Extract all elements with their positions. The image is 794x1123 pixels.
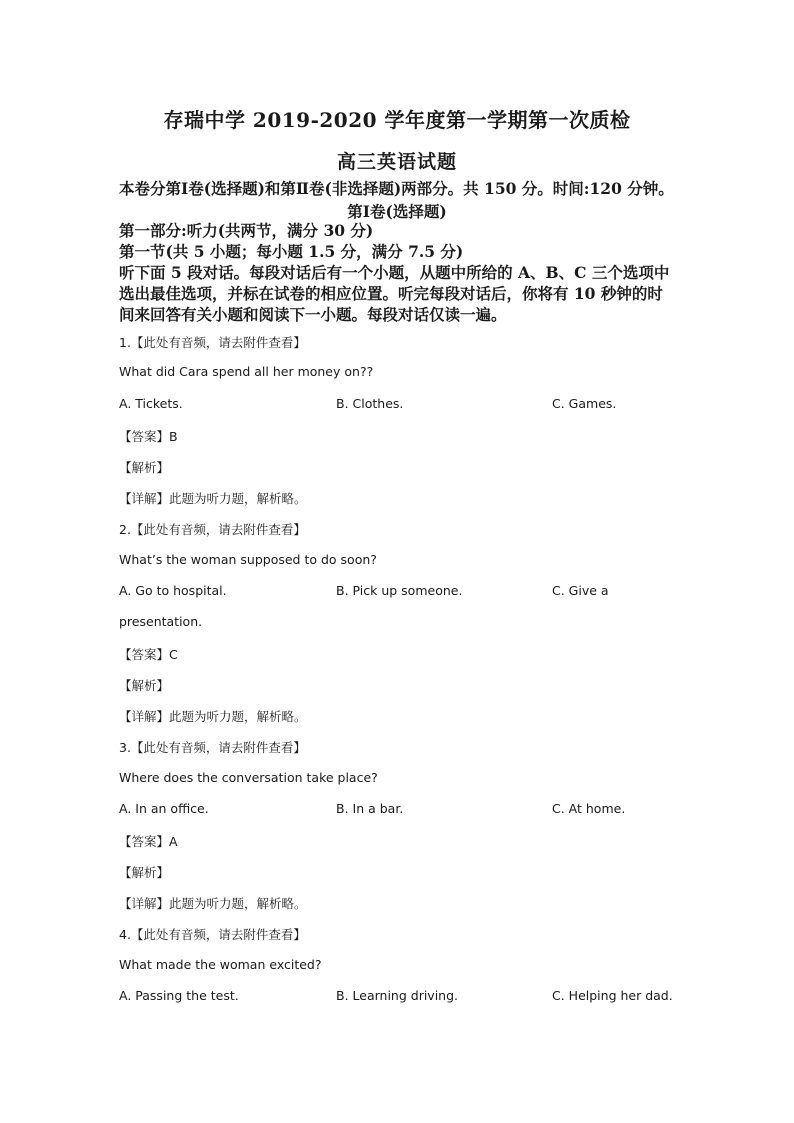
q2-audio-note: 2.【此处有音频，请去附件查看】 [119, 522, 306, 537]
q1-detail: 【详解】此题为听力题，解析略。 [119, 491, 307, 506]
volume-title: 第Ⅰ卷(选择题) [347, 202, 447, 221]
part-one-heading: 第一部分:听力(共两节，满分 30 分) [119, 221, 374, 240]
q1-option-c: C. Games. [552, 396, 617, 411]
document-subtitle: 高三英语试题 [336, 151, 457, 173]
q2-question: What’s the woman supposed to do soon? [119, 552, 377, 567]
q3-option-a: A. In an office. [119, 801, 209, 816]
q4-audio-note: 4.【此处有音频，请去附件查看】 [119, 927, 306, 942]
section-one-heading: 第一节(共 5 小题；每小题 1.5 分，满分 7.5 分) [119, 242, 464, 261]
q2-detail: 【详解】此题为听力题，解析略。 [119, 709, 307, 724]
q3-answer: 【答案】A [119, 834, 178, 849]
q2-option-b: B. Pick up someone. [336, 583, 463, 598]
q4-option-c: C. Helping her dad. [552, 988, 673, 1003]
q3-detail: 【详解】此题为听力题，解析略。 [119, 896, 307, 911]
q1-analysis: 【解析】 [119, 460, 170, 475]
q1-question: What did Cara spend all her money on?? [119, 364, 374, 379]
q4-question: What made the woman excited? [119, 957, 322, 972]
exam-info: 本卷分第Ⅰ卷(选择题)和第Ⅱ卷(非选择题)两部分。共 150 分。时间:120 分钟。 [119, 179, 674, 198]
q3-analysis: 【解析】 [119, 865, 170, 880]
q2-answer: 【答案】C [119, 647, 178, 662]
q4-option-b: B. Learning driving. [336, 988, 459, 1003]
instructions-line-1: 听下面 5 段对话。每段对话后有一个小题，从题中所给的 A、B、C 三个选项中 [119, 263, 670, 282]
q2-option-c: C. Give a [552, 583, 609, 598]
document-title: 存瑞中学 2019-2020 学年度第一学期第一次质检 [163, 108, 631, 132]
q1-option-b: B. Clothes. [336, 396, 404, 411]
q4-option-a: A. Passing the test. [119, 988, 239, 1003]
q1-option-a: A. Tickets. [119, 396, 183, 411]
q3-option-b: B. In a bar. [336, 801, 404, 816]
q2-option-a: A. Go to hospital. [119, 583, 227, 598]
instructions-line-3: 间来回答有关小题和阅读下一小题。每段对话仅读一遍。 [119, 305, 507, 324]
q3-question: Where does the conversation take place? [119, 770, 378, 785]
instructions-line-2: 选出最佳选项，并标在试卷的相应位置。听完每段对话后，你将有 10 秒钟的时 [119, 284, 663, 303]
q3-option-c: C. At home. [552, 801, 626, 816]
q3-audio-note: 3.【此处有音频，请去附件查看】 [119, 740, 306, 755]
q1-answer: 【答案】B [119, 429, 178, 444]
q2-option-c-continuation: presentation. [119, 614, 203, 629]
q1-audio-note: 1.【此处有音频，请去附件查看】 [119, 335, 306, 350]
q2-analysis: 【解析】 [119, 678, 170, 693]
